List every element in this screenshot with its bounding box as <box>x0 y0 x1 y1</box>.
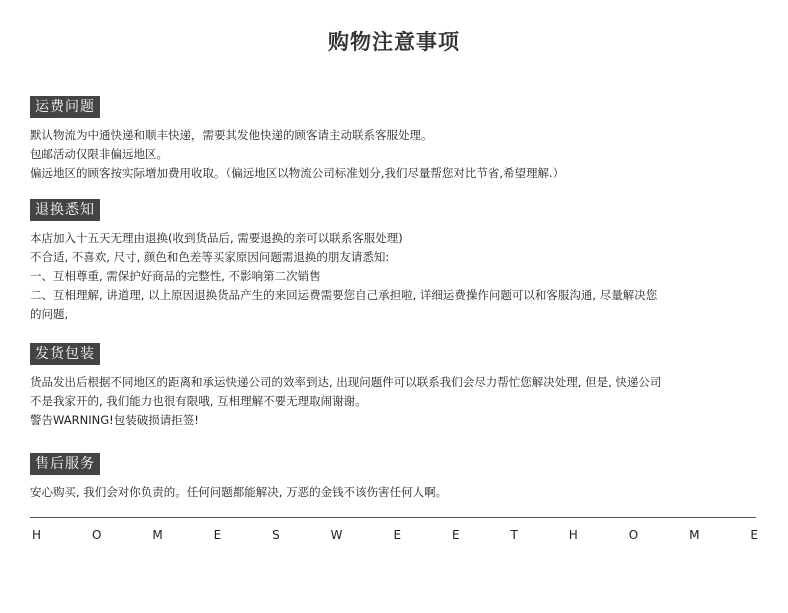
text-line: 默认物流为中通快递和顺丰快递，需要其发他快递的顾客请主动联系客服处理。 <box>30 128 433 142</box>
footer-letter: H <box>568 528 578 542</box>
home-sweet-home-banner <box>32 528 758 542</box>
footer-letter: E <box>213 528 222 542</box>
section-after-sales <box>30 453 750 502</box>
text-line: 本店加入十五天无理由退换(收到货品后, 需要退换的亲可以联系客服处理) <box>30 231 403 245</box>
text-line: 不合适, 不喜欢, 尺寸, 颜色和色差等买家原因问题需退换的朋友请悉知: <box>30 250 390 264</box>
section-shipping <box>30 96 750 183</box>
text-line: 不是我家开的, 我们能力也很有限哦, 互相理解不要无理取闹谢谢。 <box>30 394 367 408</box>
footer-letter: O <box>628 528 639 542</box>
footer-letter: S <box>272 528 280 542</box>
footer-letter: E <box>750 528 758 542</box>
section-packaging <box>30 343 750 430</box>
text-line: 二、互相理解, 讲道理, 以上原因退换货品产生的来回运费需要您自己承担啦, 详细运费操作问题可以和客服沟通, 尽量解决您 <box>30 288 658 302</box>
section-heading: 发货包装 <box>30 343 100 365</box>
text-line: 货品发出后根据不同地区的距离和承运快递公司的效率到达, 出现问题件可以联系我们会尽力帮忙您解决处理, 但是, 快递公司 <box>30 375 662 389</box>
footer-letter: M <box>152 528 163 542</box>
text-line: 一、互相尊重, 需保护好商品的完整性, 不影响第二次销售 <box>30 269 321 283</box>
text-line: 的问题, <box>30 307 69 321</box>
divider <box>30 517 756 518</box>
section-heading: 售后服务 <box>30 453 100 475</box>
text-line: 包邮活动仅限非偏远地区。 <box>30 147 168 161</box>
section-heading: 退换悉知 <box>30 199 100 221</box>
text-line: 安心购买, 我们会对你负责的。任何问题都能解决, 万恶的金钱不该伤害任何人啊。 <box>30 485 448 499</box>
text-line: 警告WARNING!包装破损请拒签! <box>30 413 199 427</box>
footer-letter: H <box>32 528 42 542</box>
footer-letter: E <box>393 528 402 542</box>
footer-letter: E <box>451 528 460 542</box>
section-heading: 运费问题 <box>30 96 100 118</box>
footer-letter: O <box>91 528 102 542</box>
footer-letter: M <box>689 528 700 542</box>
text-line: 偏远地区的顾客按实际增加费用收取。（偏远地区以物流公司标准划分,我们尽量帮您对比节省,希望理解.） <box>30 166 565 180</box>
section-returns <box>30 199 750 324</box>
footer-letter: T <box>510 528 518 542</box>
footer-letter: W <box>330 528 343 542</box>
page-title: 购物注意事项 <box>328 30 460 54</box>
